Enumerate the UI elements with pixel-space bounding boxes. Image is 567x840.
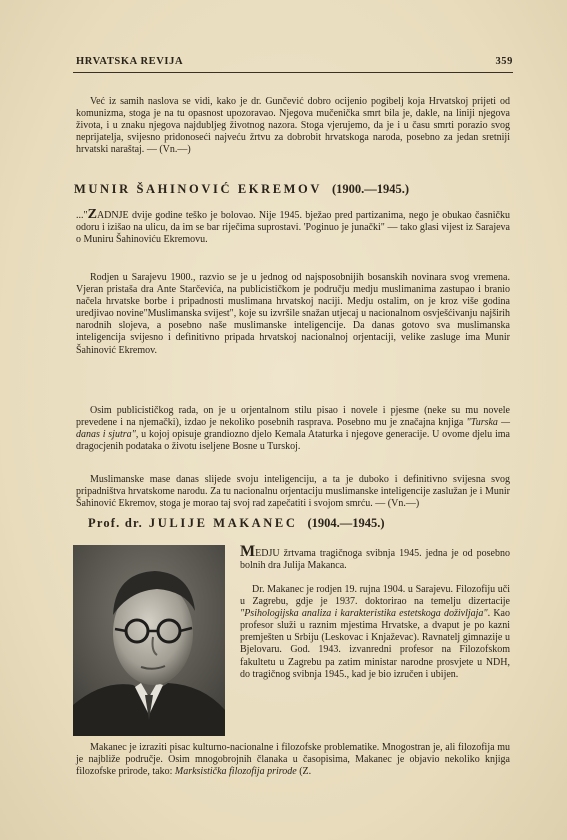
paragraph-text: . Kao profesor služi u raznim mjestima Hrvatske, a dvaput je po kazni premješten u Srbiju (Leskovac i Knjaževac). Ravnatelj gimnazije u Bjelovaru. God. 1943. izvanredni profesor na Filozofskom fakultetu u Zagrebu pa zatim ministar narodne prosvjete u NDH, do tragičnog svibnja 1945., kad je bio izručen i ubijen. (240, 608, 510, 680)
makanec-paragraph-2 (76, 742, 510, 778)
author-signature: — (Vn.—) (375, 498, 420, 510)
paragraph-text: Osim publicističkog rada, on je u orjentalnom stilu pisao i novele i pjesme (neke su mu novele prevedene i na njemački), izdao je nekoliko posebnih rasprava. Posebno mu je značajna knjiga (76, 405, 510, 429)
makanec-lead-paragraph (240, 543, 510, 572)
lead-prefix: ..." (76, 210, 88, 221)
drop-cap: M (240, 543, 256, 560)
lead-text: ADNJE dvije godine teško je bolovao. Nije 1945. bježao pred partizanima, nego je obukao časničku odoru i izišao na ulicu, da im se bar riječima suprostavi. 'Poginuo je junački" — tako glasi vijest iz Sarajeva o Muniru Šahinoviću Ekremovu. (76, 210, 510, 246)
paragraph-text: (Z. (296, 766, 312, 778)
drop-cap: Z (87, 207, 97, 222)
heading-title: Prof. dr. (88, 516, 143, 530)
sahinovic-paragraph-1: Rodjen u Sarajevu 1900., razvio se je u jednog od najsposobnijih bosanskih novinara svog vremena. Vjeran pristaša dra Ante Starčevića, na publicističkom je području medju muslimanima zastupao i branio načela hrvatske borbe i pripadnosti muslimana hrvatskoj naciji. Medju ostalim, on je kroz više godina uredjivao novine"Muslimanska svijest", koje su izvršile snažan utjecaj u nacionalnom osvješćivanju najširih narodnih slojeva, a posebno naše muslimanske inteligencije. Da danas gotovo sva muslimanska inteligencija svijesno i definitivno pripada hrvatskoj nacionalnoj orjentaciji, velike zasluge ima Munir Šahinović Ekremov. (76, 272, 510, 356)
heading-name: MUNIR ŠAHINOVIĆ EKREMOV (74, 182, 323, 196)
heading-years: (1904.—1945.) (307, 516, 385, 530)
portrait-image (73, 545, 225, 736)
journal-title: HRVATSKA REVIJA (76, 56, 184, 67)
lead-text: EDJU žrtvama tragičnoga svibnja 1945. jedna je od posebno bolnih dra Julija Makanca. (240, 548, 510, 572)
guncevic-closing-paragraph (76, 96, 510, 156)
paragraph-text: Muslimanske mase danas slijede svoju inteligenciju, a ta je duboko i definitivno svijesna svog pripadništva hrvatskome narodu. Za tu nacionalnu orjentaciju muslimanske inteligencije zaslužan je i Munir Šahinović Ekremov, stoga je morao taj svoj rad zapečatiti i svojom smrću. (76, 474, 510, 510)
paragraph-text: Već iz samih naslova se vidi, kako je dr. Gunčević dobro ocijenio pogibelj koja Hrvatskoj prijeti od komunizma, stoga je na tu opasnost upozoravao. Njegova mučenička smrt bila je, dakle, na liniji njegova života, i u znaku njegova najdubljeg životnog nazora. Stoga vjerujemo, da je i u času smrti porazio svog neprijatelja, svijesno pridonoseći najveću žrtvu za dobrobit hrvatskoga naroda, posebno za jedan sretniji hrvatski naraštaj. (76, 96, 510, 156)
book-title: Marksistička filozofija prirode (174, 766, 297, 778)
portrait-photo (73, 545, 225, 736)
sahinovic-paragraph-2 (76, 405, 510, 453)
makanec-paragraph-1 (240, 584, 510, 681)
paragraph-text: , u kojoj opisuje grandiozno djelo Kemala Ataturka i njegove generacije. U ovome djelu ima dragocjenih podataka o životu iseljene Bosne u Turskoj. (76, 429, 510, 453)
page-number: 359 (495, 56, 513, 67)
section-heading-sahinovic (74, 182, 514, 197)
running-header (73, 54, 513, 70)
dissertation-title: "Psihologijska analiza i karakteristika estetskoga doživljaja" (240, 608, 488, 620)
section-heading-makanec (88, 516, 518, 531)
lead-paragraph (76, 207, 510, 246)
heading-years: (1900.—1945.) (332, 182, 410, 196)
paragraph-text: Makanec je izraziti pisac kulturno-nacionalne i filozofske problematike. Mnogostran je, ali filozofija mu je najbliže područje. Osim mnogobrojnih članaka u časopisima, Makanec je objavio nekoliko knjiga filozofske prirode, tako: (76, 742, 510, 778)
book-title: "Turska — danas i sjutra" (76, 417, 511, 441)
heading-name: JULIJE MAKANEC (148, 516, 298, 530)
author-signature: — (Vn.—) (146, 144, 191, 156)
paragraph-text: Dr. Makanec je rodjen 19. rujna 1904. u Sarajevu. Filozofiju uči u Zagrebu, gdje je 1937. doktorirao na temelju dizertacije (240, 584, 510, 608)
sahinovic-lead-block (76, 207, 510, 246)
sahinovic-paragraph-3 (76, 474, 510, 510)
header-divider (73, 72, 513, 73)
